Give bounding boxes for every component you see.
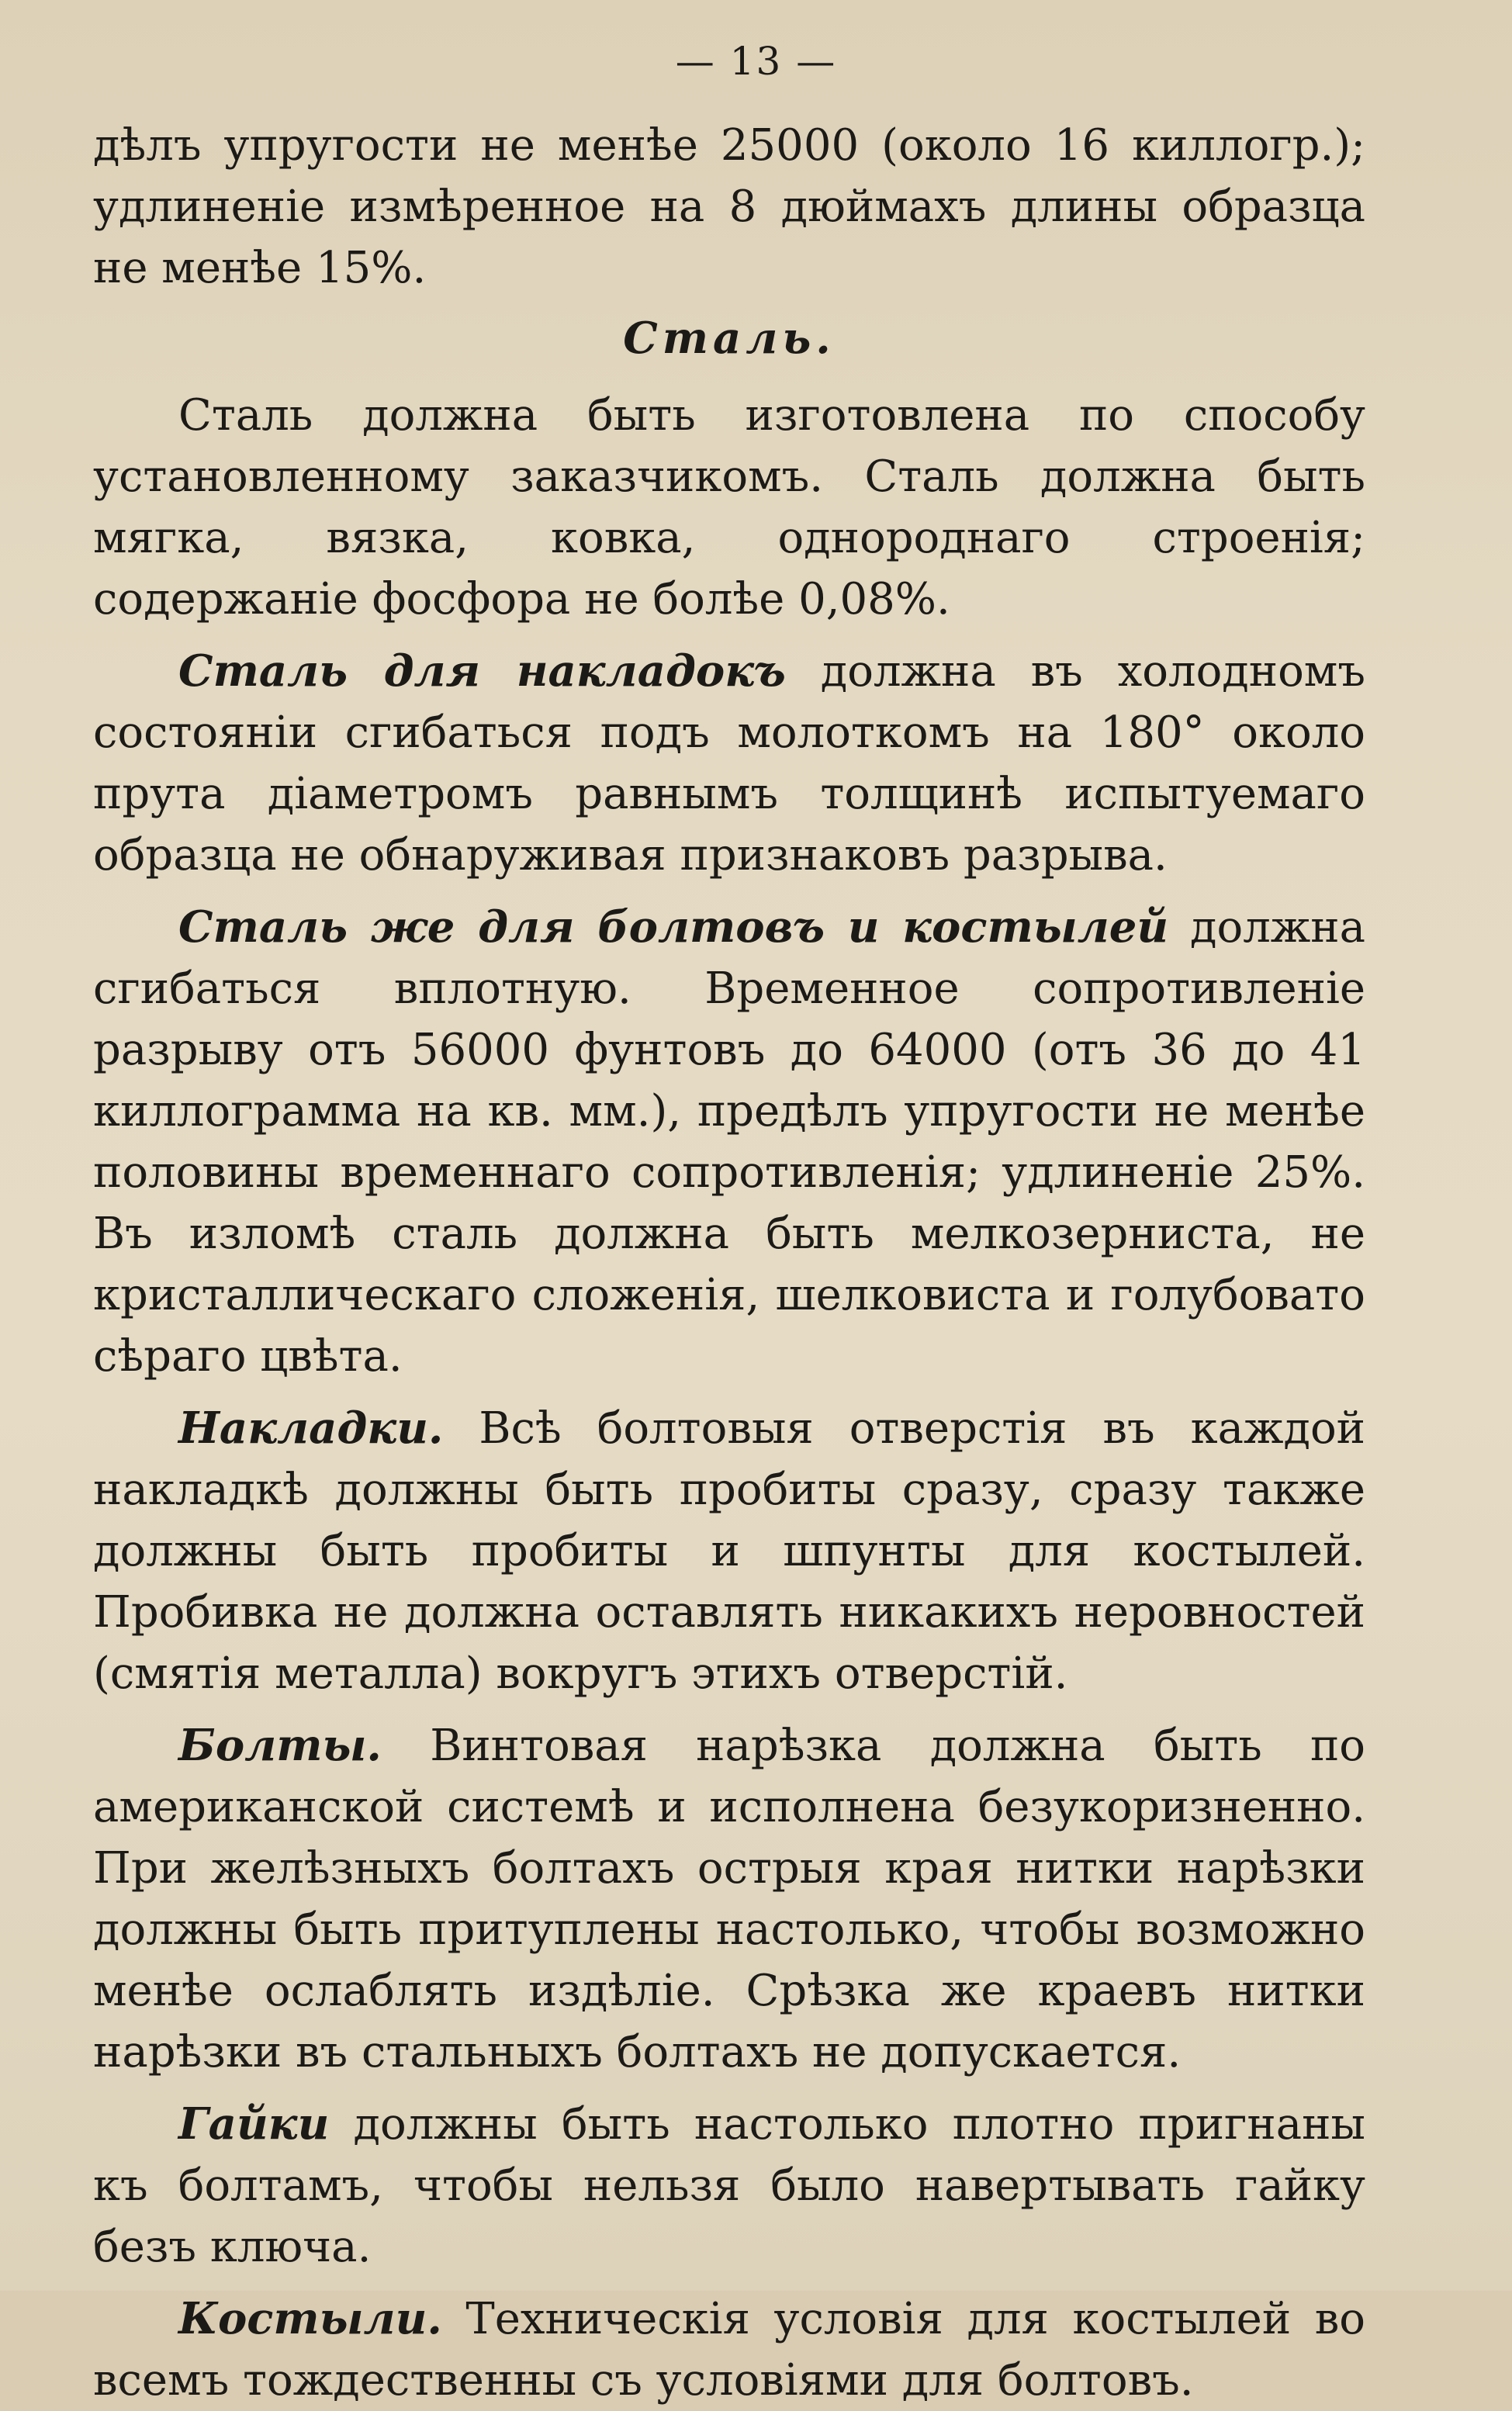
paragraph-steel-bolts: [93, 897, 1365, 1387]
paragraph-term: Костыли.: [178, 2293, 442, 2344]
paragraph-steel-plates: [93, 641, 1365, 886]
paragraph-text: Винтовая нарѣзка должна быть по американской системѣ и исполнена безукоризненно. При желѣзныхъ болтахъ острыя края нитки нарѣзки должны быть притуплены настолько, чтобы возможно менѣе ослаблять издѣліе. Срѣзка же краевъ нитки нарѣзки въ стальныхъ болтахъ не допускается.: [93, 1721, 1365, 2077]
paragraph-text: должна въ холодномъ состояніи сгибаться подъ молоткомъ на 180° около прута діаметромъ равнымъ толщинѣ испытуемаго образца не обнаруживая признаковъ разрыва.: [93, 646, 1365, 880]
paragraph-text: Всѣ болтовыя отверстія въ каждой накладкѣ должны быть пробиты сразу, сразу также должны быть пробиты и шпунты для костылей. Пробивка не должна оставлять никакихъ неровностей (смятія металла) вокругъ этихъ отверстій.: [93, 1403, 1365, 1699]
paragraph-text: Сталь должна быть изготовлена по способу установленному заказчикомъ. Сталь должна быть мягка, вязка, ковка, однороднаго строенія; содержаніе фосфора не болѣе 0,08%.: [93, 390, 1365, 624]
paragraph-continuation: [93, 115, 1365, 299]
page-text: [93, 115, 1365, 2411]
paragraph-nuts: [93, 2094, 1365, 2278]
paragraph-term: Сталь для накладокъ: [178, 645, 786, 697]
paragraph-term: Гайки: [178, 2098, 330, 2150]
paragraph-text: дѣлъ упругости не менѣе 25000 (около 16 киллогр.); удлиненіе измѣренное на 8 дюймахъ длины образца не менѣе 15%.: [93, 120, 1365, 293]
paragraph-text: Техническія условія для костылей во всемъ тождественны съ условіями для болтовъ.: [93, 2294, 1365, 2406]
paragraph-term: Накладки.: [178, 1403, 444, 1454]
paragraph-text: должна сгибаться вплотную. Временное сопротивленіе разрыву отъ 56000 фунтовъ до 64000 (отъ 36 до 41 киллограмма на кв. мм.), предѣлъ упругости не менѣе половины временнаго сопротивленія; удлиненіе 25%. Въ изломѣ сталь должна быть мелкозерниста, не кристаллическаго сложенія, шелковиста и голубовато сѣраго цвѣта.: [93, 902, 1365, 1382]
section-heading-steel: Сталь.: [623, 313, 836, 364]
page-number: — 13 —: [675, 39, 837, 84]
paragraph-term: Болты.: [178, 1720, 382, 1771]
paragraph-term: Сталь же для болтовъ и костылей: [178, 901, 1169, 953]
paragraph-spikes: [93, 2288, 1365, 2411]
paragraph-plates: [93, 1398, 1365, 1704]
paragraph-text: должны быть настолько плотно пригнаны къ болтамъ, чтобы нельзя было навертывать гайку безъ ключа.: [93, 2099, 1365, 2272]
paragraph-bolts: [93, 1715, 1365, 2083]
paragraph-steel: [93, 385, 1365, 630]
